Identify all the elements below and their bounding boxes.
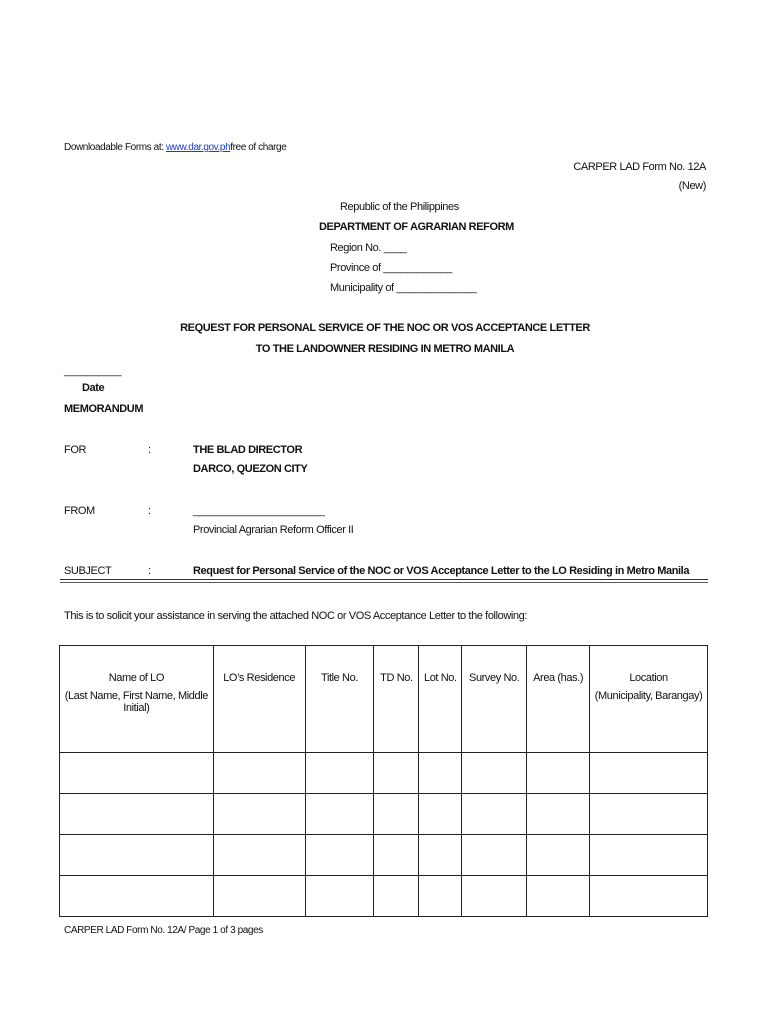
for-recipient-line-2: DARCO, QUEZON CITY [193, 463, 308, 475]
col-location [590, 646, 708, 753]
col-area-unit: (has.) [557, 672, 584, 684]
for-label: FOR [64, 444, 87, 456]
cell-survey-no[interactable] [462, 835, 527, 876]
cell-area[interactable] [527, 794, 590, 835]
form-title-line-1: REQUEST FOR PERSONAL SERVICE OF THE NOC OR VOS ACCEPTANCE LETTER [180, 322, 590, 334]
cell-td-no[interactable] [374, 835, 419, 876]
cell-lot-no[interactable] [419, 876, 462, 917]
col-td-no-label: TD No. [380, 672, 413, 684]
for-colon: : [148, 444, 151, 456]
form-edition: (New) [678, 180, 706, 192]
cell-residence[interactable] [213, 876, 305, 917]
cell-residence[interactable] [213, 835, 305, 876]
col-td-no [374, 646, 419, 753]
subject-text: Request for Personal Service of the NOC or VOS Acceptance Letter to the LO Residing in Metro Manila [193, 565, 690, 577]
cell-survey-no[interactable] [462, 876, 527, 917]
cell-area[interactable] [527, 835, 590, 876]
page-footer: CARPER LAD Form No. 12A/ Page 1 of 3 pages [64, 925, 263, 936]
cell-survey-no[interactable] [462, 753, 527, 794]
table-row [60, 753, 708, 794]
download-note-prefix: Downloadable Forms at: [64, 142, 164, 153]
from-name-blank[interactable]: _______________________ [193, 505, 325, 517]
cell-location[interactable] [590, 794, 708, 835]
body-text: This is to solicit your assistance in serving the attached NOC or VOS Acceptance Letter to the following: [64, 610, 528, 622]
cell-td-no[interactable] [374, 794, 419, 835]
dar-website-link[interactable]: www.dar.gov.ph [165, 142, 231, 153]
col-area [527, 646, 590, 753]
municipality-field: Municipality of ______________ [330, 282, 477, 294]
cell-name[interactable] [60, 753, 214, 794]
col-title-no-label: Title No. [321, 672, 358, 684]
cell-title-no[interactable] [305, 876, 374, 917]
table-row [60, 835, 708, 876]
date-blank[interactable]: __________ [64, 365, 122, 377]
subject-colon: : [148, 565, 151, 577]
from-title: Provincial Agrarian Reform Officer II [193, 524, 354, 536]
memorandum-label: MEMORANDUM [64, 403, 144, 415]
cell-location[interactable] [590, 835, 708, 876]
cell-area[interactable] [527, 753, 590, 794]
table-row [60, 876, 708, 917]
col-name-of-lo-sub: (Last Name, First Name, Middle Initial) [64, 690, 208, 714]
col-survey-no-label: Survey No. [469, 672, 520, 684]
cell-name[interactable] [60, 794, 214, 835]
cell-lot-no[interactable] [419, 753, 462, 794]
cell-name[interactable] [60, 876, 214, 917]
col-name-of-lo [60, 646, 214, 753]
cell-area[interactable] [527, 876, 590, 917]
cell-residence[interactable] [213, 753, 305, 794]
cell-lot-no[interactable] [419, 794, 462, 835]
subject-divider-2 [60, 582, 708, 583]
col-location-sub: (Municipality, Barangay) [594, 690, 703, 702]
table-row [60, 794, 708, 835]
table-header-row [60, 646, 708, 753]
cell-name[interactable] [60, 835, 214, 876]
province-field: Province of ____________ [330, 262, 452, 274]
cell-title-no[interactable] [305, 753, 374, 794]
cell-title-no[interactable] [305, 835, 374, 876]
cell-td-no[interactable] [374, 753, 419, 794]
from-colon: : [148, 505, 151, 517]
col-lo-residence-label: LO’s Residence [223, 672, 296, 684]
subject-divider [60, 579, 708, 580]
from-label: FROM [64, 505, 95, 517]
col-name-of-lo-label: Name of LO [108, 672, 164, 684]
for-recipient-line-1: THE BLAD DIRECTOR [193, 444, 303, 456]
cell-residence[interactable] [213, 794, 305, 835]
department-name: DEPARTMENT OF AGRARIAN REFORM [319, 221, 514, 233]
col-title-no [305, 646, 374, 753]
republic-line: Republic of the Philippines [340, 201, 459, 213]
col-survey-no [462, 646, 527, 753]
cell-lot-no[interactable] [419, 835, 462, 876]
form-title-line-2: TO THE LANDOWNER RESIDING IN METRO MANILA [255, 343, 515, 355]
form-number: CARPER LAD Form No. 12A [573, 161, 706, 173]
cell-title-no[interactable] [305, 794, 374, 835]
landowner-table [59, 645, 708, 917]
cell-location[interactable] [590, 876, 708, 917]
col-location-label: Location [629, 672, 668, 684]
download-note-suffix: free of charge [230, 142, 287, 153]
date-label: Date [82, 382, 105, 394]
col-lo-residence [213, 646, 305, 753]
col-lot-no [419, 646, 462, 753]
col-lot-no-label: Lot No. [423, 672, 457, 684]
download-note [64, 142, 286, 153]
cell-location[interactable] [590, 753, 708, 794]
cell-survey-no[interactable] [462, 794, 527, 835]
subject-label: SUBJECT [64, 565, 112, 577]
region-field: Region No. ____ [330, 242, 407, 254]
col-area-label: Area [533, 672, 555, 684]
cell-td-no[interactable] [374, 876, 419, 917]
